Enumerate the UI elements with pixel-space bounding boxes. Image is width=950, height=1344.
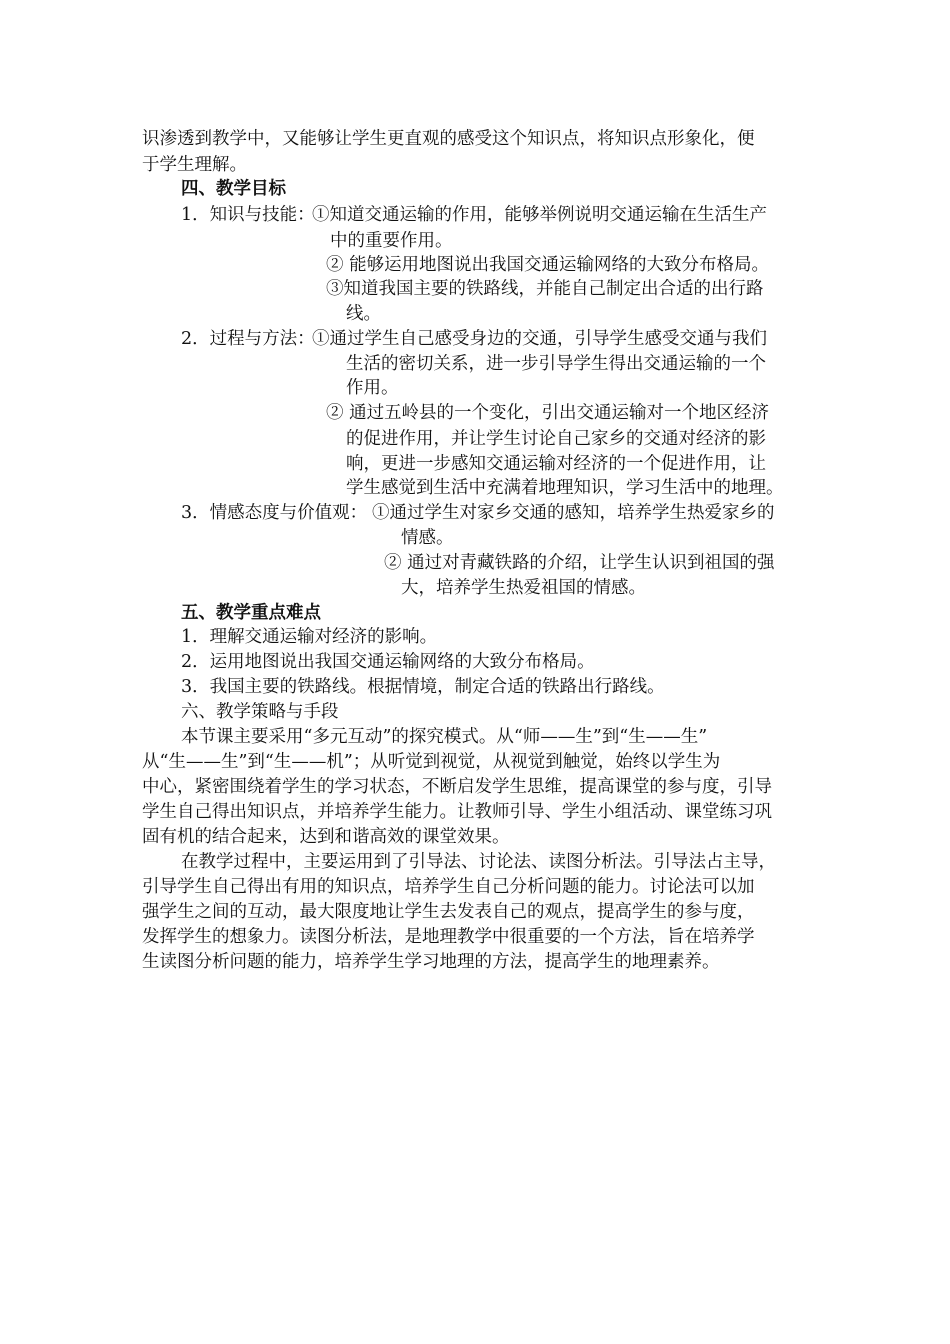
- paragraph-line: 固有机的结合起来，达到和谐高效的课堂效果。: [142, 827, 510, 847]
- key-point-item: 1．理解交通运输对经济的影响。: [181, 627, 438, 647]
- objective-item: 的促进作用，并让学生讨论自己家乡的交通对经济的影: [346, 429, 766, 449]
- objective-item: 中的重要作用。: [330, 231, 453, 251]
- intro-line: 识渗透到教学中，又能够让学生更直观的感受这个知识点，将知识点形象化，便: [142, 129, 755, 149]
- objective-item: 大，培养学生热爱祖国的情感。: [401, 578, 646, 598]
- paragraph-line: 强学生之间的互动，最大限度地让学生去发表自己的观点，提高学生的参与度，: [142, 902, 755, 922]
- objective-item: 线。: [346, 304, 381, 324]
- paragraph-line: 发挥学生的想象力。读图分析法，是地理教学中很重要的一个方法，旨在培养学: [142, 927, 755, 947]
- key-point-item: 3．我国主要的铁路线。根据情境，制定合适的铁路出行路线。: [181, 677, 665, 697]
- objective-item: 情感。: [401, 528, 454, 548]
- objective-item: ② 通过对青藏铁路的介绍，让学生认识到祖国的强: [384, 553, 775, 573]
- objective-item: ③知道我国主要的铁路线，并能自己制定出合适的出行路: [326, 279, 764, 299]
- objective-item: 学生感觉到生活中充满着地理知识，学习生活中的地理。: [346, 478, 784, 498]
- section-heading-strategy: 六、教学策略与手段: [181, 702, 339, 722]
- paragraph-line: 本节课主要采用“多元互动”的探究模式。从“师——生”到“生——生”: [181, 727, 708, 747]
- objective-item: ①通过学生对家乡交通的感知，培养学生热爱家乡的: [372, 503, 775, 523]
- paragraph-line: 生读图分析问题的能力，培养学生学习地理的方法，提高学生的地理素养。: [142, 952, 720, 972]
- objective-label-process: 2．过程与方法：: [181, 329, 315, 349]
- intro-line: 于学生理解。: [142, 155, 247, 175]
- objective-item: ② 能够运用地图说出我国交通运输网络的大致分布格局。: [326, 255, 770, 275]
- objective-label-knowledge: 1．知识与技能：: [181, 205, 315, 225]
- paragraph-line: 中心，紧密围绕着学生的学习状态，不断启发学生思维，提高课堂的参与度，引导: [142, 777, 772, 797]
- key-point-item: 2．运用地图说出我国交通运输网络的大致分布格局。: [181, 652, 595, 672]
- paragraph-line: 在教学过程中，主要运用到了引导法、讨论法、读图分析法。引导法占主导，: [181, 852, 776, 872]
- objective-item: 响，更进一步感知交通运输对经济的一个促进作用，让: [346, 454, 766, 474]
- paragraph-line: 引导学生自己得出有用的知识点，培养学生自己分析问题的能力。讨论法可以加: [142, 877, 755, 897]
- objective-item: ①通过学生自己感受身边的交通，引导学生感受交通与我们: [312, 329, 767, 349]
- paragraph-line: 学生自己得出知识点，并培养学生能力。让教师引导、学生小组活动、课堂练习巩: [142, 802, 772, 822]
- section-heading-key-points: 五、教学重点难点: [181, 603, 321, 623]
- objective-item: ①知道交通运输的作用，能够举例说明交通运输在生活生产: [312, 205, 767, 225]
- objective-item: 作用。: [346, 378, 399, 398]
- objective-item: 生活的密切关系，进一步引导学生得出交通运输的一个: [346, 354, 766, 374]
- objective-label-emotion: 3．情感态度与价值观：: [181, 503, 368, 523]
- paragraph-line: 从“生——生”到“生——机”；从听觉到视觉，从视觉到触觉，始终以学生为: [142, 752, 721, 772]
- objective-item: ② 通过五岭县的一个变化，引出交通运输对一个地区经济: [326, 403, 770, 423]
- section-heading-objectives: 四、教学目标: [181, 179, 286, 199]
